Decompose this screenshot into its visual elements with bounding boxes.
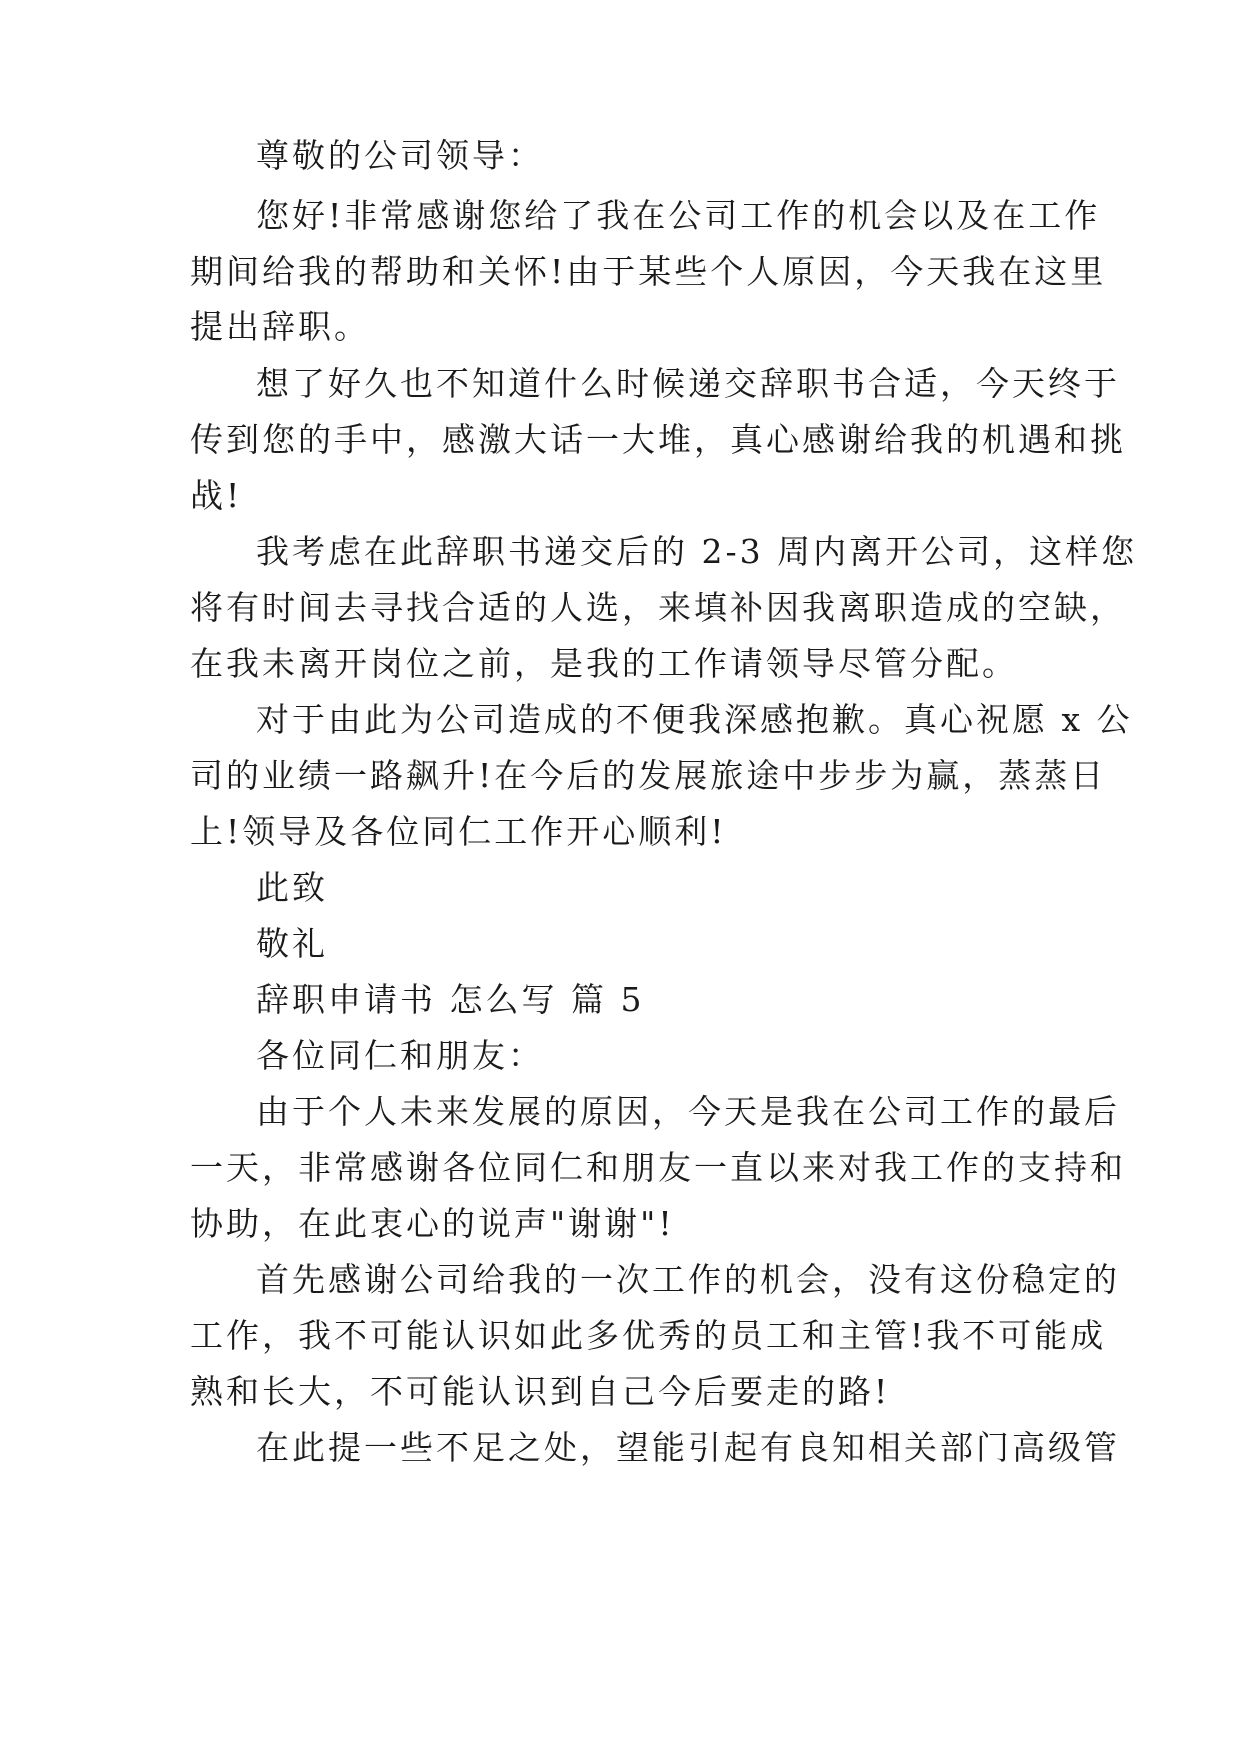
text-line: 一天，非常感谢各位同仁和朋友一直以来对我工作的支持和 [190, 1148, 1126, 1187]
text-line: 由于个人未来发展的原因，今天是我在公司工作的最后 [256, 1092, 1120, 1131]
text-line: 各位同仁和朋友： [256, 1036, 544, 1075]
text-line: 想了好久也不知道什么时候递交辞职书合适，今天终于 [256, 364, 1120, 403]
text-line: 此致 [256, 868, 328, 907]
text-line: 敬礼 [256, 924, 328, 963]
text-line: 工作，我不可能认识如此多优秀的员工和主管!我不可能成 [190, 1316, 1107, 1355]
text-line: 期间给我的帮助和关怀!由于某些个人原因，今天我在这里 [190, 252, 1107, 291]
text-line: 首先感谢公司给我的一次工作的机会，没有这份稳定的 [256, 1260, 1120, 1299]
section-heading: 辞职申请书 怎么写 篇 5 [256, 980, 645, 1019]
text-line: 上!领导及各位同仁工作开心顺利! [190, 812, 727, 851]
text-line: 协助，在此衷心的说声"谢谢"! [190, 1204, 675, 1243]
text-line: 对于由此为公司造成的不便我深感抱歉。真心祝愿 x 公 [256, 700, 1133, 739]
text-line: 司的业绩一路飙升!在今后的发展旅途中步步为赢，蒸蒸日 [190, 756, 1107, 795]
text-line: 战! [190, 476, 243, 515]
text-line: 您好!非常感谢您给了我在公司工作的机会以及在工作 [256, 196, 1101, 235]
text-line: 我考虑在此辞职书递交后的 2-3 周内离开公司，这样您 [256, 532, 1138, 571]
text-line: 尊敬的公司领导： [256, 136, 544, 175]
text-line: 将有时间去寻找合适的人选，来填补因我离职造成的空缺， [190, 588, 1126, 627]
text-line: 在我未离开岗位之前，是我的工作请领导尽管分配。 [190, 644, 1018, 683]
text-line: 提出辞职。 [190, 307, 370, 346]
text-line: 传到您的手中，感激大话一大堆，真心感谢给我的机遇和挑 [190, 420, 1126, 459]
text-line: 在此提一些不足之处，望能引起有良知相关部门高级管 [256, 1428, 1120, 1467]
text-line: 熟和长大，不可能认识到自己今后要走的路! [190, 1372, 891, 1411]
